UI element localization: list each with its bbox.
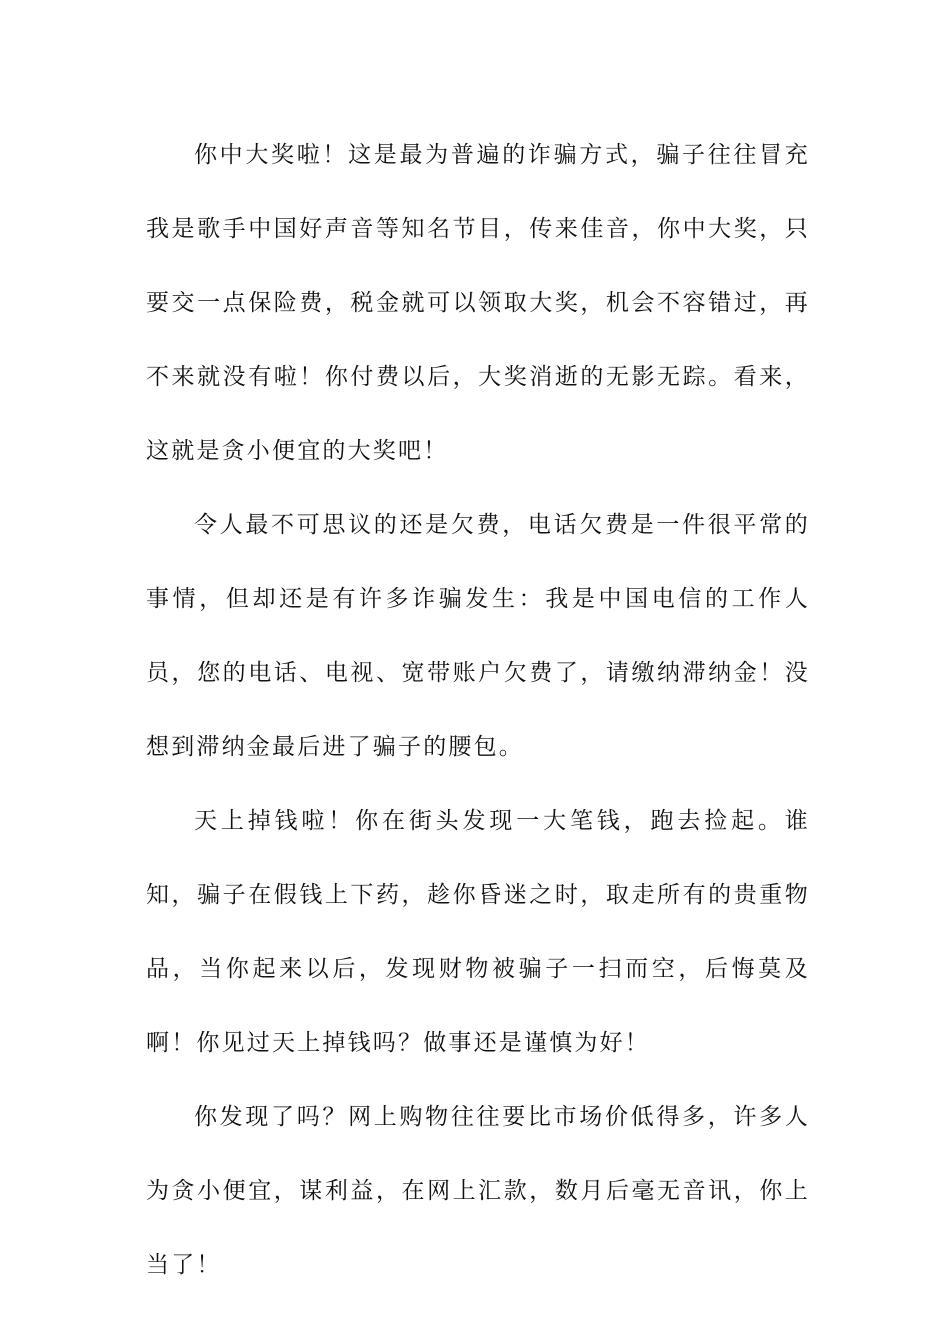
paragraph-online-shopping-scam: 你发现了吗？网上购物往往要比市场价低得多，许多人为贪小便宜，谋利益，在网上汇款，数月后毫无音讯，你上当了！ xyxy=(146,1104,810,1278)
paragraph-prize-scam: 你中大奖啦！这是最为普遍的诈骗方式，骗子往往冒充我是歌手中国好声音等知名节目，传来佳音，你中大奖，只要交一点保险费，税金就可以领取大奖，机会不容错过，再不来就没有啦！你付费以后，大奖消逝的无影无踪。看来，这就是贪小便宜的大奖吧！ xyxy=(146,142,810,464)
document-body xyxy=(146,118,810,1302)
paragraph-money-drop-scam: 天上掉钱啦！你在街头发现一大笔钱，跑去捡起。谁知，骗子在假钱上下药，趁你昏迷之时，取走所有的贵重物品，当你起来以后，发现财物被骗子一扫而空，后悔莫及啊！你见过天上掉钱吗？做事还是谨慎为好！ xyxy=(146,808,810,1056)
paragraph-arrears-scam: 令人最不可思议的还是欠费，电话欠费是一件很平常的事情，但却还是有许多诈骗发生：我是中国电信的工作人员，您的电话、电视、宽带账户欠费了，请缴纳滞纳金！没想到滞纳金最后进了骗子的腰包。 xyxy=(146,512,810,760)
